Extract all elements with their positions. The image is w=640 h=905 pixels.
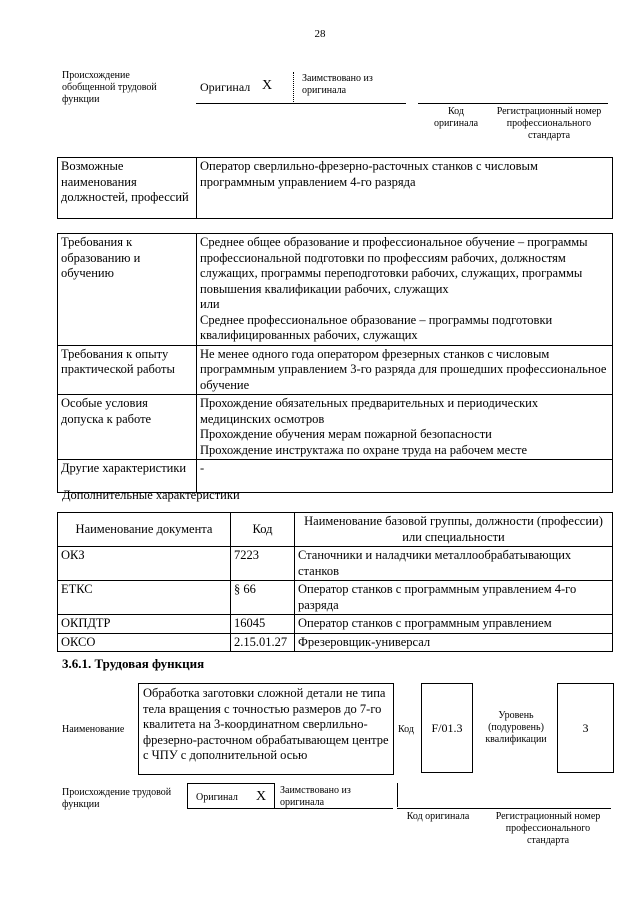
cell-name: Фрезеровщик-универсал [295, 633, 613, 652]
reg-number-label: Регистрационный номер профессионального стандарта [495, 811, 601, 846]
req-education-label: Требования к образованию и обучению [58, 234, 197, 346]
function-level-label: Уровень (подуровень) квалификации [485, 710, 547, 745]
function-name-label: Наименование [62, 724, 125, 735]
cell-name: Оператор станков с программным управлением [295, 615, 613, 634]
function-level-value: 3 [582, 721, 589, 735]
header-code: Код [231, 513, 295, 547]
original-mark: X [262, 78, 273, 93]
req-other-label: Другие характеристики [58, 460, 197, 493]
function-heading: 3.6.1. Трудовая функция [62, 656, 205, 671]
cell-code: 7223 [231, 547, 295, 581]
original-label: Оригинал [200, 80, 251, 94]
origin-label: Происхождение трудовой функции [62, 787, 172, 810]
cell-doc: ОКПДТР [58, 615, 231, 634]
req-education-line: или [200, 297, 220, 311]
cell-doc: ОКЗ [58, 547, 231, 581]
req-other-line: - [200, 461, 205, 475]
req-education-line: Среднее профессиональное образование – программы подготовки квалифицированных рабочих, служащих [200, 312, 553, 342]
req-conditions-line: Прохождение обучения мерам пожарной безопасности [200, 427, 492, 441]
original-mark: X [256, 789, 267, 804]
header-doc: Наименование документа [58, 513, 231, 547]
table-row [58, 633, 613, 652]
origin-label: Происхождение обобщенной трудовой функции [62, 70, 157, 105]
cell-code: § 66 [231, 581, 295, 615]
names-label: Возможные наименования должностей, профессий [58, 158, 197, 219]
req-conditions-label: Особые условия допуска к работе [58, 395, 197, 460]
page-number: 28 [314, 28, 326, 40]
code-original-label: Код оригинала [406, 811, 470, 822]
req-experience-line: Не менее одного года оператором фрезерных станков с числовым программным управлением 3-го разряда для прошедших профессиональное обучение [200, 346, 607, 392]
borrowed-label: Заимствовано из оригинала [280, 785, 351, 808]
table-row [58, 581, 613, 615]
header-name: Наименование базовой группы, должности (профессии) или специальности [295, 513, 613, 547]
cell-doc: ЕТКС [58, 581, 231, 615]
requirements-table [57, 233, 613, 493]
table-row [58, 615, 613, 634]
borrowed-label: Заимствовано из оригинала [302, 73, 373, 96]
cell-name: Станочники и наладчики металлообрабатывающих станков [295, 547, 613, 581]
names-table [57, 157, 613, 219]
cell-doc: ОКСО [58, 633, 231, 652]
req-conditions-line: Прохождение обязательных предварительных и периодических медицинских осмотров [200, 396, 539, 426]
req-conditions-line: Прохождение инструктажа по охране труда на рабочем месте [200, 442, 528, 457]
cell-code: 2.15.01.27 [231, 633, 295, 652]
additional-title: Дополнительные характеристики [62, 488, 240, 502]
names-value: Оператор сверлильно-фрезерно-расточных станков с числовым программным управлением 4-го разряда [197, 158, 613, 219]
req-education-line: Среднее общее образование и профессиональное обучение – программы профессиональной подготовки по профессиям рабочих, должностям служащих, программы переподготовки рабочих, служащих, программы повышения квалификации рабочих, служащих [200, 235, 588, 296]
additional-table [57, 512, 613, 652]
function-code-label: Код [398, 724, 414, 735]
function-code-value: F/01.3 [431, 721, 463, 735]
reg-number-label: Регистрационный номер профессионального стандарта [496, 106, 602, 141]
table-row [58, 547, 613, 581]
cell-code: 16045 [231, 615, 295, 634]
function-name-value: Обработка заготовки сложной детали не типа тела вращения с точностью размеров до 7-го квалитета на 3-координатном сверлильно-фрезерно-расточном обрабатывающем центре с ЧПУ с дополнительной осью [138, 683, 394, 775]
code-original-label: Код оригинала [433, 106, 479, 129]
req-experience-label: Требования к опыту практической работы [58, 345, 197, 395]
cell-name: Оператор станков с программным управлением 4-го разряда [295, 581, 613, 615]
original-label: Оригинал [196, 792, 238, 803]
